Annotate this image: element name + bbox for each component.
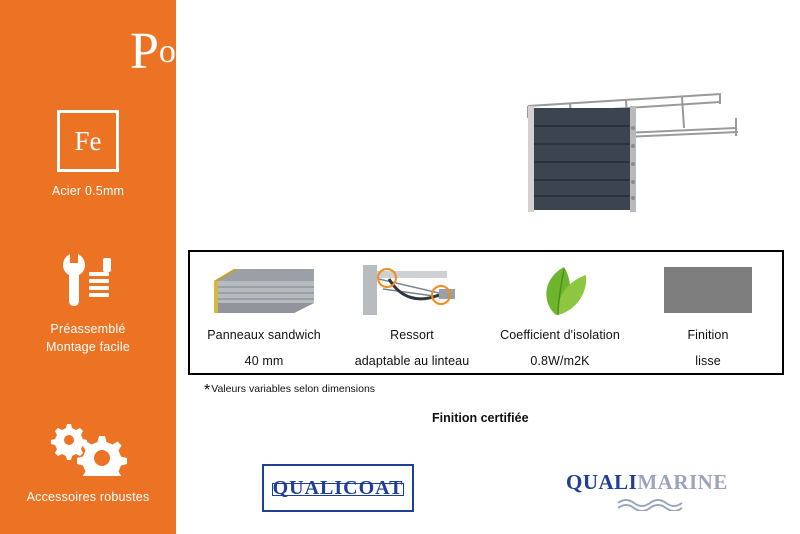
spring-mechanism-image [338, 256, 486, 324]
sidebar-caption-material: Acier 0.5mm [51, 184, 125, 198]
page-title-rest: orte industrielle levante lisse [158, 33, 559, 70]
features-box [188, 250, 784, 375]
feature-insulation-title: Coefficient d'isolation [500, 328, 620, 342]
hero-door-image [506, 88, 754, 218]
qualicoat-logo [262, 464, 414, 512]
footnote [204, 382, 375, 400]
finish-swatch-image [634, 256, 782, 324]
page-title-initial: P [130, 23, 159, 80]
green-leaves-image [486, 256, 634, 324]
page-title [130, 23, 559, 80]
qualimarine-logo [566, 470, 728, 506]
fe-square-icon [57, 110, 119, 172]
sidebar-caption-assembly-2: Montage facile [45, 340, 131, 354]
feature-spring-title: Ressort [390, 328, 434, 342]
gears-icon [0, 420, 176, 476]
feature-panel [190, 252, 338, 373]
feature-insulation [486, 252, 634, 373]
finish-color-swatch [664, 267, 752, 313]
wrench-tools-icon [0, 250, 176, 308]
feature-panel-value: 40 mm [244, 354, 284, 368]
sidebar-block-material [0, 110, 176, 200]
certification-label: Finition certifiée [432, 411, 529, 425]
feature-spring [338, 252, 486, 373]
footnote-text: Valeurs variables selon dimensions [211, 383, 376, 395]
sidebar-caption-assembly-1: Préassemblé [50, 322, 126, 336]
qualimarine-logo-text-primary: QUALI [566, 470, 638, 494]
sidebar-caption-accessories: Accessoires robustes [26, 490, 150, 504]
feature-finish [634, 252, 782, 373]
qualimarine-logo-text-secondary: MARINE [637, 470, 728, 494]
sidebar-block-accessories [0, 420, 176, 506]
feature-spring-value: adaptable au linteau [354, 354, 470, 368]
sandwich-panel-image [190, 256, 338, 324]
feature-panel-title: Panneaux sandwich [207, 328, 321, 342]
qualicoat-logo-text: QUALICOAT [272, 476, 404, 499]
qualimarine-wave-icon [566, 497, 696, 511]
fe-badge-label: Fe [74, 125, 102, 156]
left-sidebar [0, 0, 176, 534]
feature-finish-title: Finition [687, 328, 729, 342]
feature-finish-value: lisse [695, 354, 721, 368]
feature-insulation-value: 0.8W/m2K [530, 354, 590, 368]
asterisk-icon: * [204, 382, 211, 399]
sidebar-block-assembly [0, 250, 176, 356]
